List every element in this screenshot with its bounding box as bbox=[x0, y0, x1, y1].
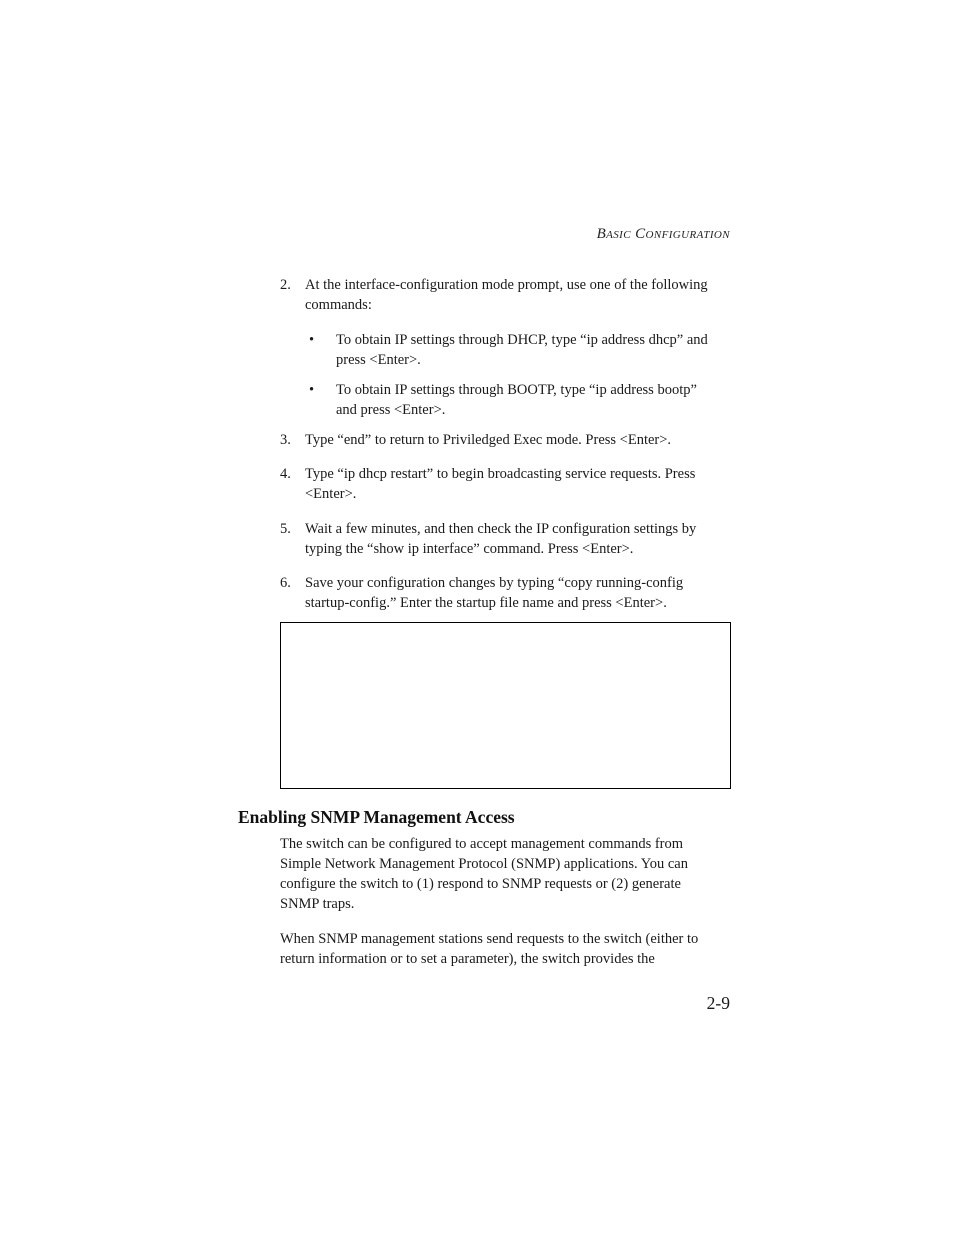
step-number: 3. bbox=[280, 432, 291, 448]
bullet-line: To obtain IP settings through DHCP, type “ip address dhcp” and bbox=[336, 332, 708, 348]
header-smallcaps-asic: ASIC bbox=[606, 229, 631, 241]
page-number: 2-9 bbox=[706, 993, 730, 1013]
bullet-symbol: • bbox=[309, 332, 315, 348]
step-line: Save your configuration changes by typing “copy running-config bbox=[305, 575, 684, 591]
step-line: Type “ip dhcp restart” to begin broadcasting service requests. Press bbox=[305, 466, 696, 482]
step-line: typing the “show ip interface” command. Press <Enter>. bbox=[305, 541, 634, 557]
step-number: 5. bbox=[280, 521, 291, 537]
step-number: 4. bbox=[280, 466, 291, 482]
header-initial-b: B bbox=[596, 226, 607, 242]
step-line: Type “end” to return to Priviledged Exec mode. Press <Enter>. bbox=[305, 432, 672, 448]
header-smallcaps-onfiguration: ONFIGURATION bbox=[645, 229, 730, 241]
step-line: <Enter>. bbox=[305, 486, 357, 502]
running-header bbox=[597, 226, 730, 243]
bullet-symbol: • bbox=[309, 382, 315, 398]
bullet-line: press <Enter>. bbox=[336, 352, 421, 368]
step-line: Wait a few minutes, and then check the IP configuration settings by bbox=[305, 521, 697, 537]
step-line: startup-config.” Enter the startup file name and press <Enter>. bbox=[305, 595, 667, 611]
step-number: 6. bbox=[280, 575, 291, 591]
paragraph-line: SNMP traps. bbox=[280, 896, 355, 912]
bullet-line: and press <Enter>. bbox=[336, 402, 446, 418]
step-line: commands: bbox=[305, 297, 372, 313]
bullet-line: To obtain IP settings through BOOTP, type “ip address bootp” bbox=[336, 382, 697, 398]
paragraph-line: return information or to set a parameter), the switch provides the bbox=[280, 951, 655, 967]
paragraph-line: The switch can be configured to accept management commands from bbox=[280, 836, 684, 852]
paragraph-line: Simple Network Management Protocol (SNMP) applications. You can bbox=[280, 856, 688, 872]
header-initial-c: C bbox=[635, 226, 646, 242]
paragraph-line: When SNMP management stations send requests to the switch (either to bbox=[280, 931, 699, 947]
paragraph-line: configure the switch to (1) respond to SNMP requests or (2) generate bbox=[280, 876, 681, 892]
code-example-box bbox=[280, 622, 731, 789]
section-heading: Enabling SNMP Management Access bbox=[238, 807, 515, 827]
step-number: 2. bbox=[280, 277, 291, 293]
step-line: At the interface-configuration mode prompt, use one of the following bbox=[305, 277, 708, 293]
